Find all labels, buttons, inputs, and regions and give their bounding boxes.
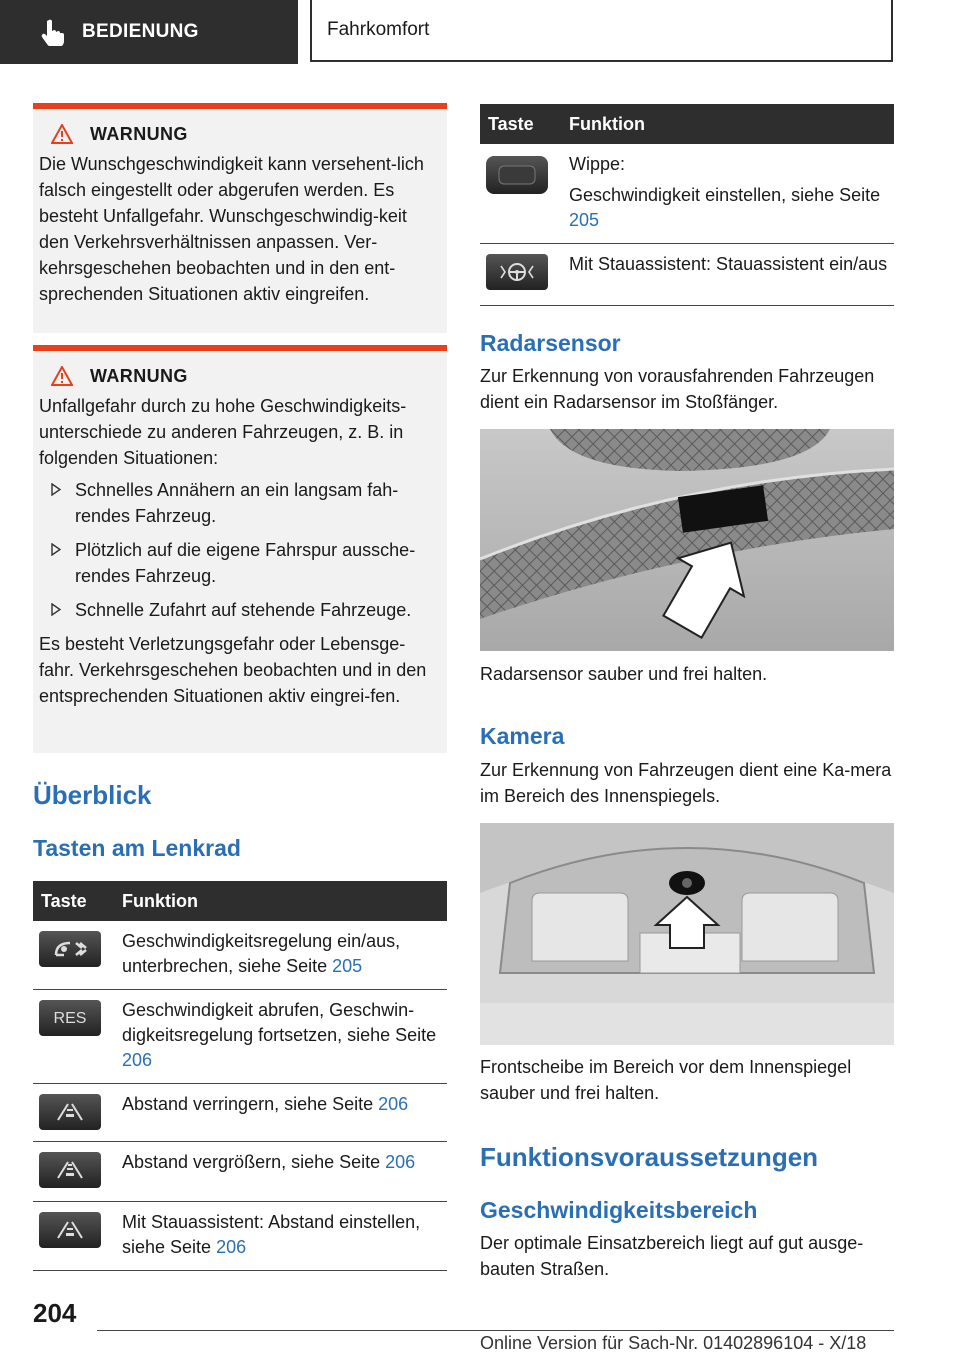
warning-text: Die Wunschgeschwindigkeit kann versehent-lich falsch eingestellt oder abgerufen werden. Es besteht Unfallgefahr. Wunschgeschwindig-keit den Verkehrsverhältnissen anpassen. Ver-kehrsgeschehen beobachten und in den ent-sprechenden Situationen aktiv eingreifen. — [39, 154, 424, 304]
table-row — [33, 921, 447, 990]
function-cell: Abstand vergrößern, siehe Seite 206 — [109, 1142, 447, 1202]
bullet-triangle-icon — [51, 543, 61, 556]
warning-outro: Es besteht Verletzungsgefahr oder Lebensge-fahr. Verkehrsgeschehen beobachten und in den entsprechenden Situationen aktiv eingrei-fen. — [39, 634, 427, 706]
overview-heading: Überblick — [33, 780, 152, 810]
function-cell: Geschwindigkeitsregelung ein/aus, unterbrechen, siehe Seite 205 — [109, 921, 447, 990]
footer-text: Online Version für Sach-Nr. 01402896104 - X/18 — [480, 1333, 867, 1353]
function-cell: Mit Stauassistent: Stauassistent ein/aus — [556, 244, 894, 306]
requirements-heading: Funktionsvoraussetzungen — [480, 1142, 819, 1172]
function-cell: Abstand verringern, siehe Seite 206 — [109, 1084, 447, 1142]
chapter-label: Fahrkomfort — [327, 19, 430, 40]
chapter-tab — [310, 0, 893, 62]
warning-box-1 — [33, 103, 447, 333]
page-link[interactable]: 205 — [569, 210, 600, 230]
page-link[interactable]: 206 — [385, 1152, 416, 1172]
warning-header — [51, 119, 439, 149]
rocker-switch-icon — [486, 156, 548, 194]
function-cell: Geschwindigkeit abrufen, Geschwin-digkeitsregelung fortsetzen, siehe Seite 206 — [109, 990, 447, 1084]
warning-triangle-icon — [51, 366, 73, 386]
warning-title: WARNUNG — [90, 366, 188, 386]
page-link[interactable]: 205 — [332, 956, 363, 976]
column-header-button: Taste — [480, 104, 556, 144]
distance-decrease-icon — [39, 1094, 101, 1130]
function-cell: Mit Stauassistent: Abstand einstellen, siehe Seite 206 — [109, 1202, 447, 1271]
list-item: Plötzlich auf die eigene Fahrspur aussche-rendes Fahrzeug. — [39, 537, 439, 589]
warning-title: WARNUNG — [90, 124, 188, 144]
table-row — [480, 244, 894, 306]
footer-divider — [97, 1330, 894, 1331]
column-header-function: Funktion — [109, 881, 447, 921]
bullet-triangle-icon — [51, 603, 61, 616]
table-row — [33, 1084, 447, 1142]
speed-range-text: Der optimale Einsatzbereich liegt auf gut ausge-bauten Straßen. — [480, 1233, 864, 1279]
res-button: RES — [39, 1000, 101, 1036]
table-header-row — [480, 104, 894, 144]
column-header-function: Funktion — [556, 104, 894, 144]
radar-text: Zur Erkennung von vorausfahrenden Fahrzeugen dient ein Radarsensor im Stoßfänger. — [480, 366, 875, 412]
list-item: Schnelle Zufahrt auf stehende Fahrzeuge. — [39, 597, 439, 623]
camera-caption: Frontscheibe im Bereich vor dem Innenspiegel sauber und frei halten. — [480, 1057, 852, 1103]
table-row — [33, 1142, 447, 1202]
page-link[interactable]: 206 — [378, 1094, 409, 1114]
table-row — [33, 990, 447, 1084]
page-link[interactable]: 206 — [122, 1050, 153, 1070]
page-link[interactable]: 206 — [216, 1237, 247, 1257]
distance-increase-icon — [39, 1152, 101, 1188]
radar-sensor-image — [480, 429, 894, 651]
cruise-control-icon — [39, 931, 101, 967]
radar-heading: Radarsensor — [480, 330, 621, 356]
list-item: Schnelles Annähern an ein langsam fah-rendes Fahrzeug. — [39, 477, 439, 529]
column-header-button: Taste — [33, 881, 109, 921]
warning-triangle-icon — [51, 124, 73, 144]
traffic-jam-assistant-icon — [486, 254, 548, 290]
camera-text: Zur Erkennung von Fahrzeugen dient eine Ka-mera im Bereich des Innenspiegels. — [480, 760, 892, 806]
warning-intro: Unfallgefahr durch zu hohe Geschwindigkeits-unterschiede zu anderen Fahrzeugen, z. B. in folgenden Situationen: — [39, 396, 407, 468]
buttons-heading: Tasten am Lenkrad — [33, 835, 241, 861]
speed-range-heading: Geschwindigkeitsbereich — [480, 1197, 758, 1223]
table-header-row — [33, 881, 447, 921]
hand-pointer-icon — [40, 18, 66, 46]
radar-caption: Radarsensor sauber und frei halten. — [480, 664, 768, 684]
section-tab[interactable] — [0, 0, 298, 64]
warning-box-2 — [33, 345, 447, 753]
rocker-table — [480, 104, 894, 306]
function-cell: Wippe: Geschwindigkeit einstellen, siehe Seite 205 — [556, 144, 894, 244]
steering-buttons-table — [33, 881, 447, 1271]
camera-image — [480, 823, 894, 1045]
table-row — [480, 144, 894, 244]
bullet-triangle-icon — [51, 483, 61, 496]
table-row — [33, 1202, 447, 1271]
warning-list — [39, 477, 439, 623]
page-number: 204 — [33, 1298, 77, 1328]
warning-header — [51, 361, 439, 391]
section-label: BEDIENUNG — [82, 21, 199, 42]
distance-set-icon — [39, 1212, 101, 1248]
camera-heading: Kamera — [480, 723, 565, 749]
